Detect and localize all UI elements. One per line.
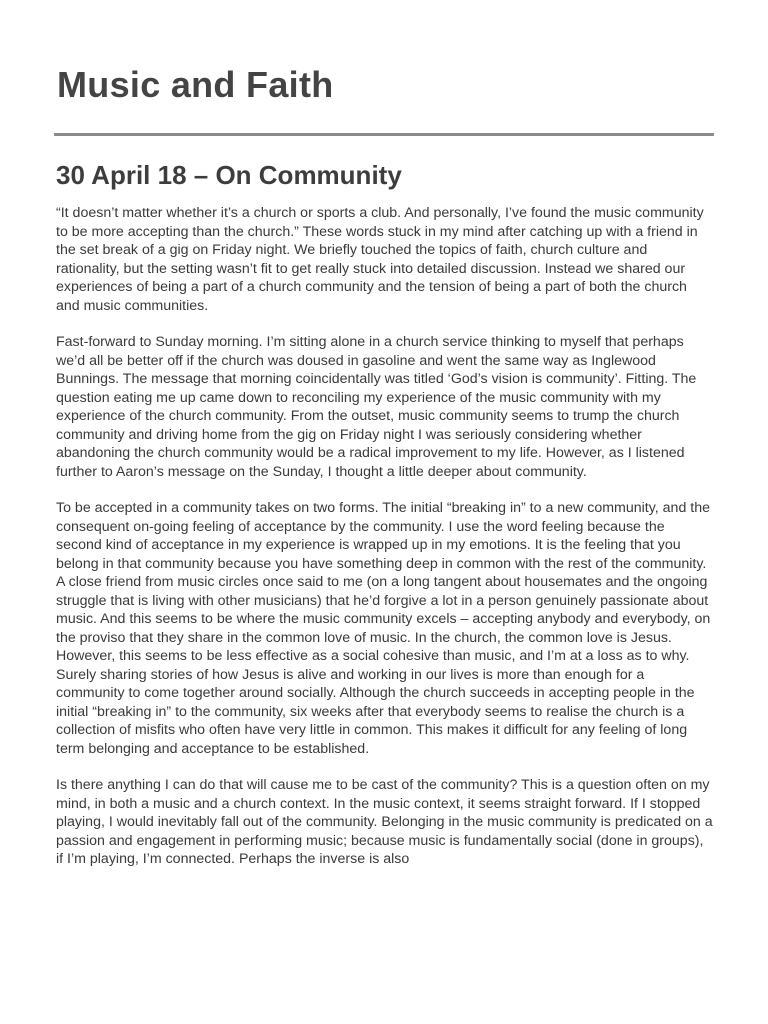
paragraph-3: To be accepted in a community takes on two forms. The initial “breaking in” to a new community, and the consequent on-going feeling of acceptance by the community. I use the word feeling because the second kind of acceptance in my experience is wrapped up in my emotions. It is the feeling that you belong in that community because you have something deep in common with the rest of the community. A close friend from music circles once said to me (on a long tangent about housemates and the ongoing struggle that is living with other musicians) that he’d forgive a lot in a person genuinely passionate about music. And this seems to be where the music community excels – accepting anybody and everybody, on the proviso that they share in the common love of music. In the church, the common love is Jesus. However, this seems to be less effective as a social cohesive than music, and I’m at a loss as to why. Surely sharing stories of how Jesus is alive and working in our lives is more than enough for a community to come together around socially. Although the church succeeds in accepting people in the initial “breaking in” to the community, six weeks after that everybody seems to realise the church is a collection of misfits who often have very little in common. This makes it difficult for any feeling of long term belonging and acceptance to be established. [56, 500, 711, 757]
post-body [56, 204, 714, 887]
blog-title: Music and Faith [57, 64, 334, 105]
paragraph-2: Fast-forward to Sunday morning. I’m sitting alone in a church service thinking to myself that perhaps we’d all be better off if the church was doused in gasoline and went the same way as Inglewood Bunnings. The message that morning coincidentally was titled ‘God’s vision is community’. Fitting. The question eating me up came down to reconciling my experience of the music community with my experience of the church community. From the outset, music community seems to trump the church community and driving home from the gig on Friday night I was seriously considering whether abandoning the church community would be a radical improvement to my life. However, as I listened further to Aaron’s message on the Sunday, I thought a little deeper about community. [56, 334, 697, 480]
post-title: 30 April 18 – On Community [56, 160, 402, 190]
paragraph-4: Is there anything I can do that will cause me to be cast of the community? This is a question often on my mind, in both a music and a church context. In the music context, it seems straight forward. If I stopped playing, I would inevitably fall out of the community. Belonging in the music community is predicated on a passion and engagement in performing music; because music is fundamentally social (done in groups), if I’m playing, I’m connected. Perhaps the inverse is also [56, 777, 713, 867]
paragraph-1: “It doesn’t matter whether it’s a church or sports a club. And personally, I’ve found the music community to be more accepting than the church.” These words stuck in my mind after catching up with a friend in the set break of a gig on Friday night. We briefly touched the topics of faith, church culture and rationality, but the setting wasn’t fit to get really stuck into detailed discussion. Instead we shared our experiences of being a part of a church community and the tension of being a part of both the church and music communities. [56, 205, 704, 314]
title-divider [54, 133, 714, 136]
